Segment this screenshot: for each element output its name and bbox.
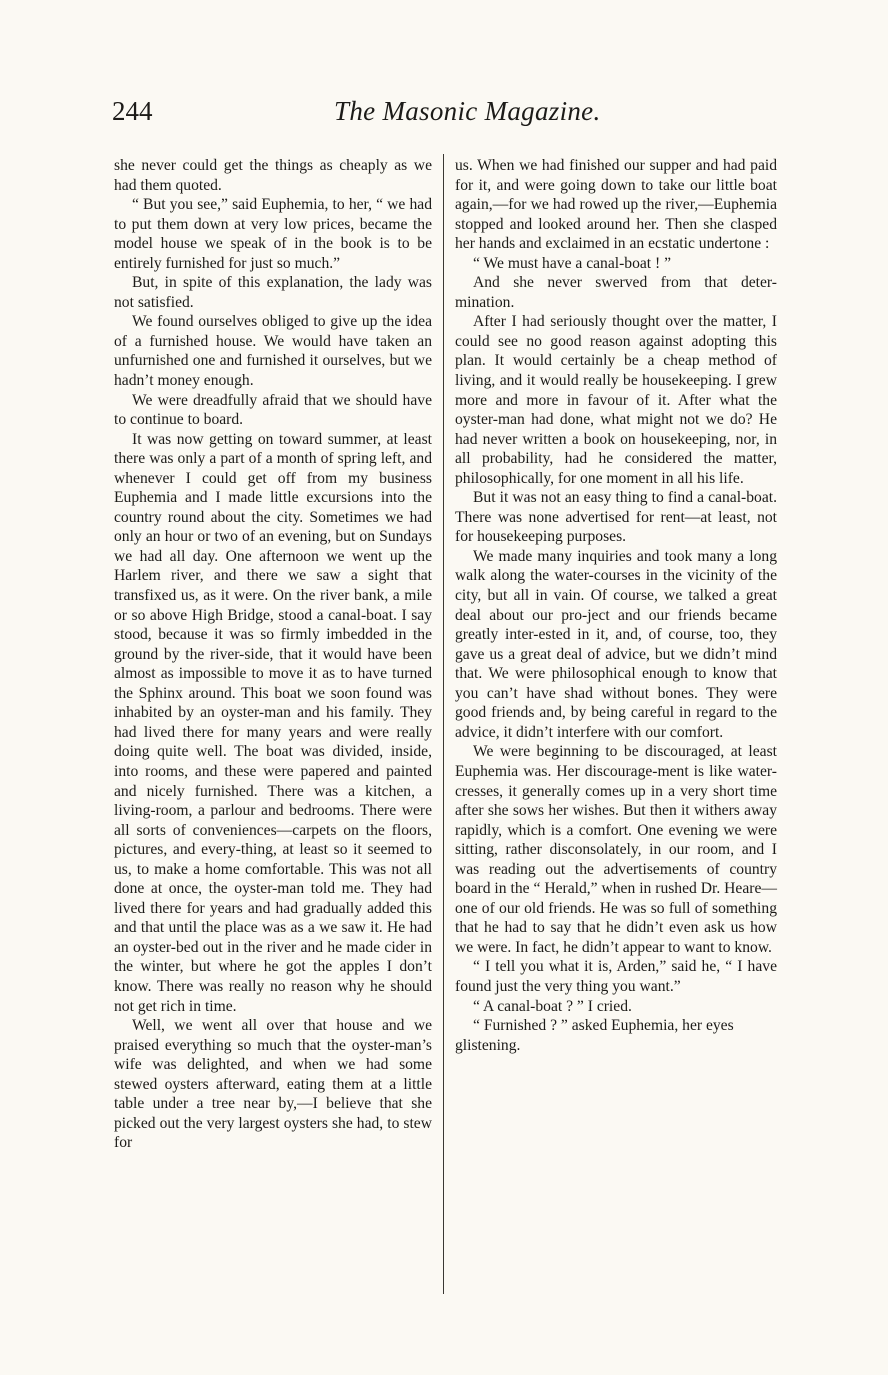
running-title: The Masonic Magazine.: [334, 96, 601, 126]
paragraph: We found ourselves obliged to give up the idea of a furnished house. We would have taken an unfurnished one and furnished it ourselves, but we hadn’t money enough.: [114, 313, 432, 390]
paragraph: We were beginning to be discouraged, at least Euphemia was. Her discourage-ment is like water-cresses, it generally comes up in a very short time after she sows her wishes. But then it withers away rapidly, which is a comfort. One evening we were sitting, rather disconsolately, in our room, and I was reading out the advertisements of country board in the “ Herald,” when in rushed Dr. Heare—one of our old friends. He was so full of something that he had to say that he didn’t even ask us how we were. In fact, he didn’t appear to want to know.: [455, 743, 777, 956]
paragraph: After I had seriously thought over the matter, I could see no good reason against adopting this plan. It would certainly be a cheap method of living, and it would really be housekeeping. I grew more and more in favour of it. After what the oyster-man had done, what might not we do? He had never written a book on housekeeping, nor, in all probability, had he considered the matter, philosophically, for one moment in all his life.: [455, 313, 777, 487]
paragraph: We were dreadfully afraid that we should have to continue to board.: [114, 391, 432, 429]
paragraph: us. When we had finished our supper and had paid for it, and were going down to take our little boat again,—for we had rowed up the river,—Euphemia stopped and looked around her. Then she clasped her hands and exclaimed in an ecstatic undertone :: [455, 157, 777, 253]
paragraph: “ I tell you what it is, Arden,” said he, “ I have found just the very thing you want.”: [455, 958, 777, 995]
paragraph: It was now getting on toward summer, at least there was only a part of a month of spring left, and whenever I could get off from my business Euphemia and I made little excursions into the country round about the city. Sometimes we had only an hour or two of an evening, but on Sundays we had all day. One afternoon we went up the Harlem river, and there we saw a sight that transfixed us, as it were. On the river bank, a mile or so above High Bridge, stood a canal-boat. I say stood, because it was so firmly imbedded in the ground by the river-side, that it would have been almost as impossible to move it as to have turned the Sphinx around. This boat we soon found was inhabited by an oyster-man and his family. They had lived there for many years and were really doing quite well. The boat was divided, inside, into rooms, and these were papered and painted and nicely furnished. There was a kitchen, a living-room, a parlour and bedrooms. There were all sorts of conveniences—carpets on the floors, pictures, and every-thing, at least so it seemed to us, to make a home comfortable. This was not all done at once, the oyster-man told me. They had lived there for years and had gradually added this and that until the place was as a we saw it. He had an oyster-bed out in the river and he made cider in the winter, but where he got the apples I don’t know. There was really no reason why he should not get rich in time.: [114, 430, 432, 1015]
page-header: [112, 96, 812, 136]
right-column: [455, 156, 777, 1055]
left-column: [114, 156, 432, 1153]
paragraph: But it was not an easy thing to find a canal-boat. There was none advertised for rent—at least, not for housekeeping purposes.: [455, 489, 777, 546]
paragraph: “ We must have a canal-boat ! ”: [473, 254, 672, 272]
paragraph: “ A canal-boat ? ” I cried.: [473, 997, 632, 1015]
page-number: 244: [112, 96, 153, 126]
paragraph: she never could get the things as cheaply as we had them quoted.: [114, 157, 432, 194]
paragraph: But, in spite of this explanation, the lady was not satisfied.: [114, 274, 432, 311]
paragraph: “ But you see,” said Euphemia, to her, “ we had to put them down at very low prices, became the model house we speak of in the book is to be entirely furnished for just so much.”: [114, 196, 432, 272]
paragraph: Well, we went all over that house and we praised everything so much that the oyster-man’s wife was delighted, and when we had some stewed oysters afterward, eating them at a little table under a tree near by,—I believe that she picked out the very largest oysters she had, to stew for: [114, 1017, 432, 1152]
column-divider: [443, 154, 444, 1294]
paragraph: “ Furnished ? ” asked Euphemia, her eyes glistening.: [455, 1017, 734, 1054]
paragraph: And she never swerved from that deter-mination.: [455, 274, 777, 311]
paragraph: We made many inquiries and took many a long walk along the water-courses in the vicinity of the city, but all in vain. Of course, we talked a great deal about our pro-ject and our friends became greatly inter-ested in it, and, of course, too, they gave us a great deal of advice, but we didn’t mind that. We were philosophical enough to know that you can’t have shad without bones. They were good friends and, by being careful in regard to the advice, it didn’t interfere with our comfort.: [455, 547, 777, 741]
